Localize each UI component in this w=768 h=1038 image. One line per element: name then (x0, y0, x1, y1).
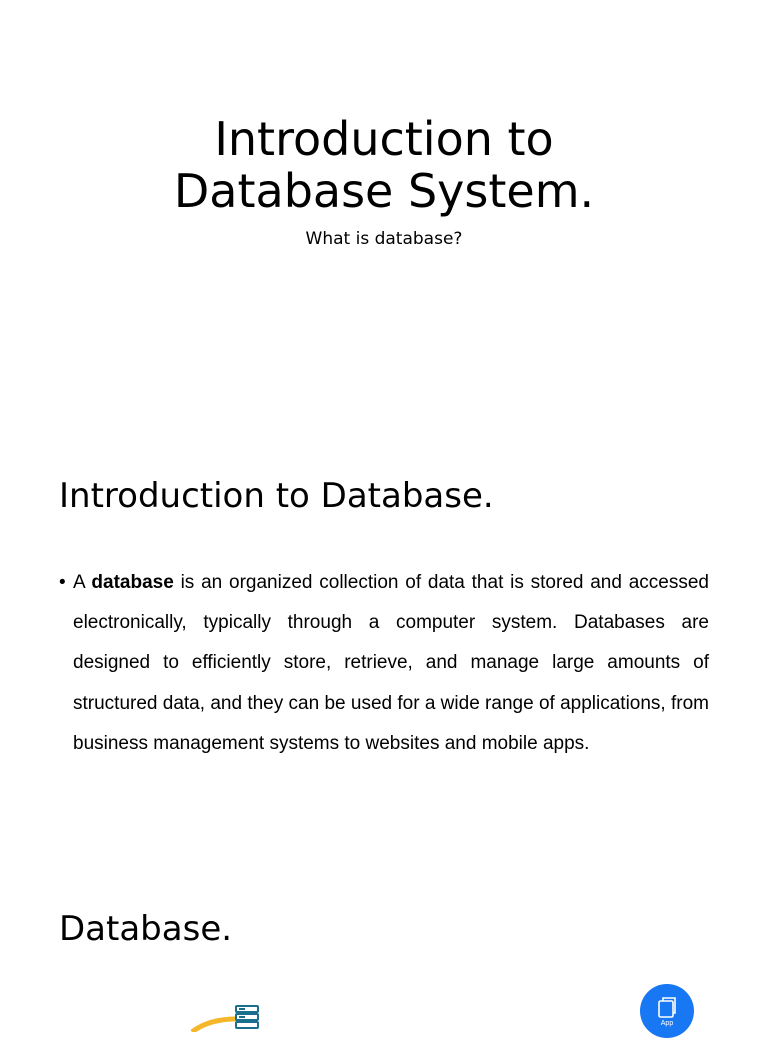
presentation-title: Introduction to Database System. (173, 112, 595, 218)
database-heading: Database. (59, 909, 233, 949)
intro-slide (0, 430, 768, 860)
bullet-text (73, 563, 709, 764)
app-icon (655, 995, 679, 1019)
title-slide (0, 0, 768, 430)
bullet-prefix: A (73, 572, 92, 593)
intro-heading: Introduction to Database. (59, 476, 494, 516)
bullet-rest: is an organized collection of data that is stored and accessed electronically, typically through a computer system. Databases are designed to efficiently store, retrieve, and manage large amounts of structured data, and they can be used for a wide range of applications, from business management systems to websites and mobile apps. (73, 572, 709, 754)
database-slide (0, 860, 768, 1027)
database-server-icon (190, 1002, 270, 1032)
presentation-subtitle: What is database? (305, 229, 463, 249)
bullet-item (59, 563, 709, 764)
bullet-marker: • (59, 572, 66, 593)
app-button (640, 984, 694, 1038)
app-label: App (660, 1020, 674, 1027)
bullet-bold-term: database (91, 572, 174, 593)
